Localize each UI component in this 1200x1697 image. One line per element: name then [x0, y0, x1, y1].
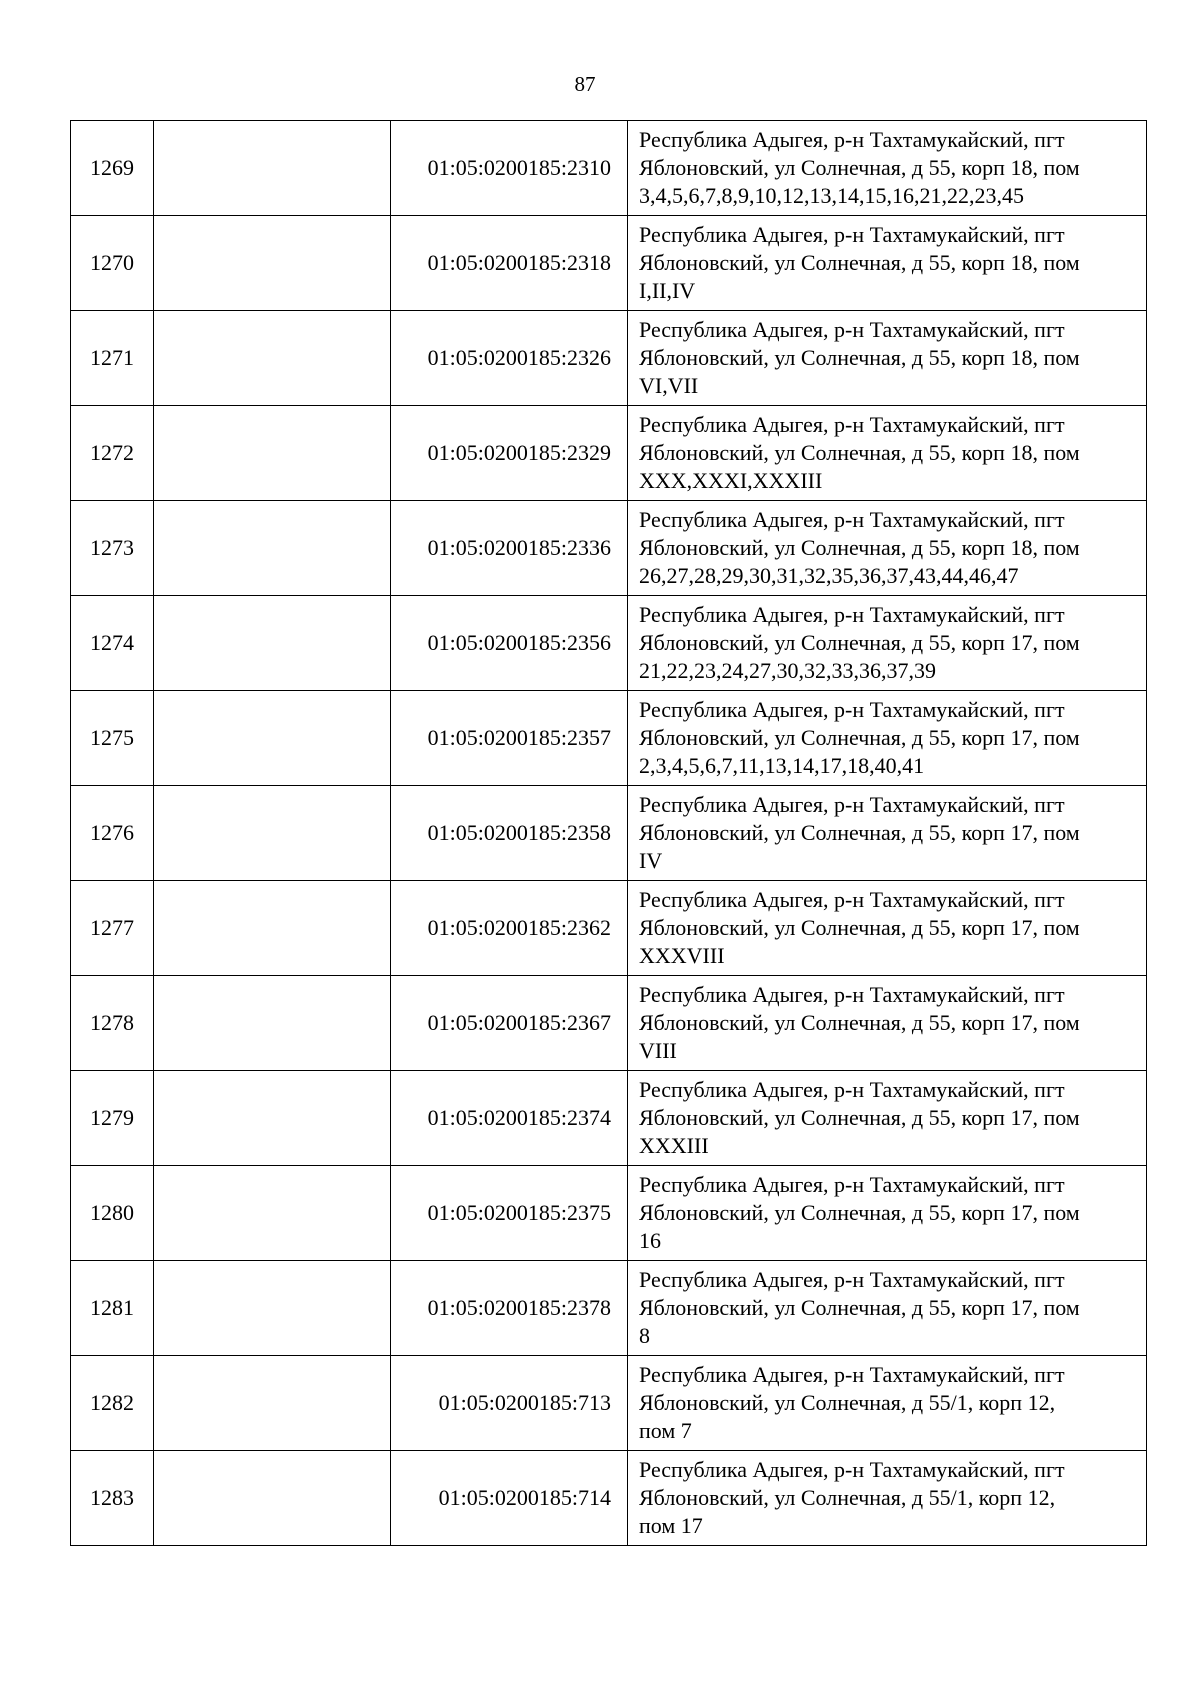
address-cell	[628, 1166, 1147, 1261]
address-line: Республика Адыгея, р-н Тахтамукайский, пгт	[639, 1267, 1065, 1292]
address-line: пом 17	[639, 1513, 703, 1538]
address-line: Яблоновский, ул Солнечная, д 55, корп 18, пом	[639, 440, 1080, 465]
address-cell	[628, 1451, 1147, 1546]
cadastral-number-cell: 01:05:0200185:2375	[391, 1166, 628, 1261]
empty-cell	[154, 216, 391, 311]
address-line: Республика Адыгея, р-н Тахтамукайский, пгт	[639, 412, 1065, 437]
table-row	[71, 406, 1147, 501]
table-row	[71, 1166, 1147, 1261]
table-row	[71, 691, 1147, 786]
address-cell	[628, 1071, 1147, 1166]
address-line: Республика Адыгея, р-н Тахтамукайский, пгт	[639, 602, 1065, 627]
row-number-cell: 1280	[71, 1166, 154, 1261]
address-cell	[628, 976, 1147, 1071]
cadastral-number-cell: 01:05:0200185:2318	[391, 216, 628, 311]
address-cell	[628, 121, 1147, 216]
empty-cell	[154, 1261, 391, 1356]
address-line: Республика Адыгея, р-н Тахтамукайский, пгт	[639, 792, 1065, 817]
address-line: Республика Адыгея, р-н Тахтамукайский, пгт	[639, 1077, 1065, 1102]
table-body	[71, 121, 1147, 1546]
address-line: 8	[639, 1323, 650, 1348]
empty-cell	[154, 596, 391, 691]
address-line: Республика Адыгея, р-н Тахтамукайский, пгт	[639, 1362, 1065, 1387]
row-number-cell: 1275	[71, 691, 154, 786]
address-line: Республика Адыгея, р-н Тахтамукайский, пгт	[639, 887, 1065, 912]
row-number-cell: 1277	[71, 881, 154, 976]
address-line: VI,VII	[639, 373, 699, 398]
table-row	[71, 596, 1147, 691]
address-cell	[628, 501, 1147, 596]
address-line: Яблоновский, ул Солнечная, д 55, корп 17, пом	[639, 1010, 1080, 1035]
cadastral-number-cell: 01:05:0200185:2357	[391, 691, 628, 786]
table-row	[71, 121, 1147, 216]
cadastral-number-cell: 01:05:0200185:2367	[391, 976, 628, 1071]
address-line: Яблоновский, ул Солнечная, д 55, корп 17, пом	[639, 1105, 1080, 1130]
cadastral-number-cell: 01:05:0200185:2374	[391, 1071, 628, 1166]
address-line: Республика Адыгея, р-н Тахтамукайский, пгт	[639, 127, 1065, 152]
table-row	[71, 216, 1147, 311]
row-number-cell: 1279	[71, 1071, 154, 1166]
row-number-cell: 1282	[71, 1356, 154, 1451]
table-row	[71, 1356, 1147, 1451]
address-cell	[628, 691, 1147, 786]
cadastral-number-cell: 01:05:0200185:2356	[391, 596, 628, 691]
table-row	[71, 786, 1147, 881]
address-line: Яблоновский, ул Солнечная, д 55, корп 17, пом	[639, 630, 1080, 655]
empty-cell	[154, 976, 391, 1071]
address-cell	[628, 881, 1147, 976]
empty-cell	[154, 691, 391, 786]
row-number-cell: 1271	[71, 311, 154, 406]
table-row	[71, 311, 1147, 406]
empty-cell	[154, 1071, 391, 1166]
cadastral-number-cell: 01:05:0200185:2326	[391, 311, 628, 406]
table-row	[71, 1071, 1147, 1166]
empty-cell	[154, 1356, 391, 1451]
row-number-cell: 1281	[71, 1261, 154, 1356]
address-line: 16	[639, 1228, 661, 1253]
row-number-cell: 1273	[71, 501, 154, 596]
address-line: Яблоновский, ул Солнечная, д 55, корп 18, пом	[639, 535, 1080, 560]
row-number-cell: 1283	[71, 1451, 154, 1546]
property-table	[70, 120, 1147, 1546]
address-line: Республика Адыгея, р-н Тахтамукайский, пгт	[639, 982, 1065, 1007]
address-cell	[628, 596, 1147, 691]
address-line: Яблоновский, ул Солнечная, д 55, корп 17, пом	[639, 1295, 1080, 1320]
address-line: 3,4,5,6,7,8,9,10,12,13,14,15,16,21,22,23,45	[639, 183, 1024, 208]
cadastral-number-cell: 01:05:0200185:714	[391, 1451, 628, 1546]
address-cell	[628, 786, 1147, 881]
table-row	[71, 881, 1147, 976]
address-line: Яблоновский, ул Солнечная, д 55, корп 18, пом	[639, 155, 1080, 180]
cadastral-number-cell: 01:05:0200185:713	[391, 1356, 628, 1451]
cadastral-number-cell: 01:05:0200185:2378	[391, 1261, 628, 1356]
cadastral-number-cell: 01:05:0200185:2310	[391, 121, 628, 216]
address-line: пом 7	[639, 1418, 692, 1443]
cadastral-number-cell: 01:05:0200185:2358	[391, 786, 628, 881]
address-line: Яблоновский, ул Солнечная, д 55, корп 17, пом	[639, 820, 1080, 845]
address-line: VIII	[639, 1038, 677, 1063]
address-line: Республика Адыгея, р-н Тахтамукайский, пгт	[639, 222, 1065, 247]
address-line: 21,22,23,24,27,30,32,33,36,37,39	[639, 658, 936, 683]
address-line: 2,3,4,5,6,7,11,13,14,17,18,40,41	[639, 753, 925, 778]
cadastral-number-cell: 01:05:0200185:2329	[391, 406, 628, 501]
address-line: Яблоновский, ул Солнечная, д 55, корп 17, пом	[639, 725, 1080, 750]
address-cell	[628, 311, 1147, 406]
empty-cell	[154, 311, 391, 406]
address-line: XXXVIII	[639, 943, 725, 968]
address-cell	[628, 1261, 1147, 1356]
address-line: Яблоновский, ул Солнечная, д 55, корп 17, пом	[639, 1200, 1080, 1225]
address-line: Республика Адыгея, р-н Тахтамукайский, пгт	[639, 1457, 1065, 1482]
address-line: Яблоновский, ул Солнечная, д 55, корп 18, пом	[639, 250, 1080, 275]
empty-cell	[154, 501, 391, 596]
table-row	[71, 1261, 1147, 1356]
empty-cell	[154, 406, 391, 501]
address-cell	[628, 216, 1147, 311]
address-line: I,II,IV	[639, 278, 696, 303]
address-line: Яблоновский, ул Солнечная, д 55, корп 17, пом	[639, 915, 1080, 940]
address-cell	[628, 406, 1147, 501]
empty-cell	[154, 881, 391, 976]
page-number: 87	[574, 72, 596, 96]
address-line: 26,27,28,29,30,31,32,35,36,37,43,44,46,47	[639, 563, 1019, 588]
address-line: Яблоновский, ул Солнечная, д 55/1, корп 12,	[639, 1485, 1056, 1510]
row-number-cell: 1274	[71, 596, 154, 691]
address-line: Яблоновский, ул Солнечная, д 55, корп 18, пом	[639, 345, 1080, 370]
address-line: Республика Адыгея, р-н Тахтамукайский, пгт	[639, 697, 1065, 722]
empty-cell	[154, 786, 391, 881]
address-line: IV	[639, 848, 663, 873]
cadastral-number-cell: 01:05:0200185:2336	[391, 501, 628, 596]
table-row	[71, 501, 1147, 596]
address-cell	[628, 1356, 1147, 1451]
address-line: Республика Адыгея, р-н Тахтамукайский, пгт	[639, 317, 1065, 342]
empty-cell	[154, 121, 391, 216]
address-line: Яблоновский, ул Солнечная, д 55/1, корп 12,	[639, 1390, 1056, 1415]
address-line: XXXIII	[639, 1133, 709, 1158]
address-line: Республика Адыгея, р-н Тахтамукайский, пгт	[639, 507, 1065, 532]
row-number-cell: 1270	[71, 216, 154, 311]
row-number-cell: 1269	[71, 121, 154, 216]
empty-cell	[154, 1451, 391, 1546]
cadastral-number-cell: 01:05:0200185:2362	[391, 881, 628, 976]
table-row	[71, 1451, 1147, 1546]
address-line: Республика Адыгея, р-н Тахтамукайский, пгт	[639, 1172, 1065, 1197]
row-number-cell: 1272	[71, 406, 154, 501]
empty-cell	[154, 1166, 391, 1261]
row-number-cell: 1276	[71, 786, 154, 881]
table-row	[71, 976, 1147, 1071]
row-number-cell: 1278	[71, 976, 154, 1071]
address-line: XXX,XXXI,XXXIII	[639, 468, 823, 493]
